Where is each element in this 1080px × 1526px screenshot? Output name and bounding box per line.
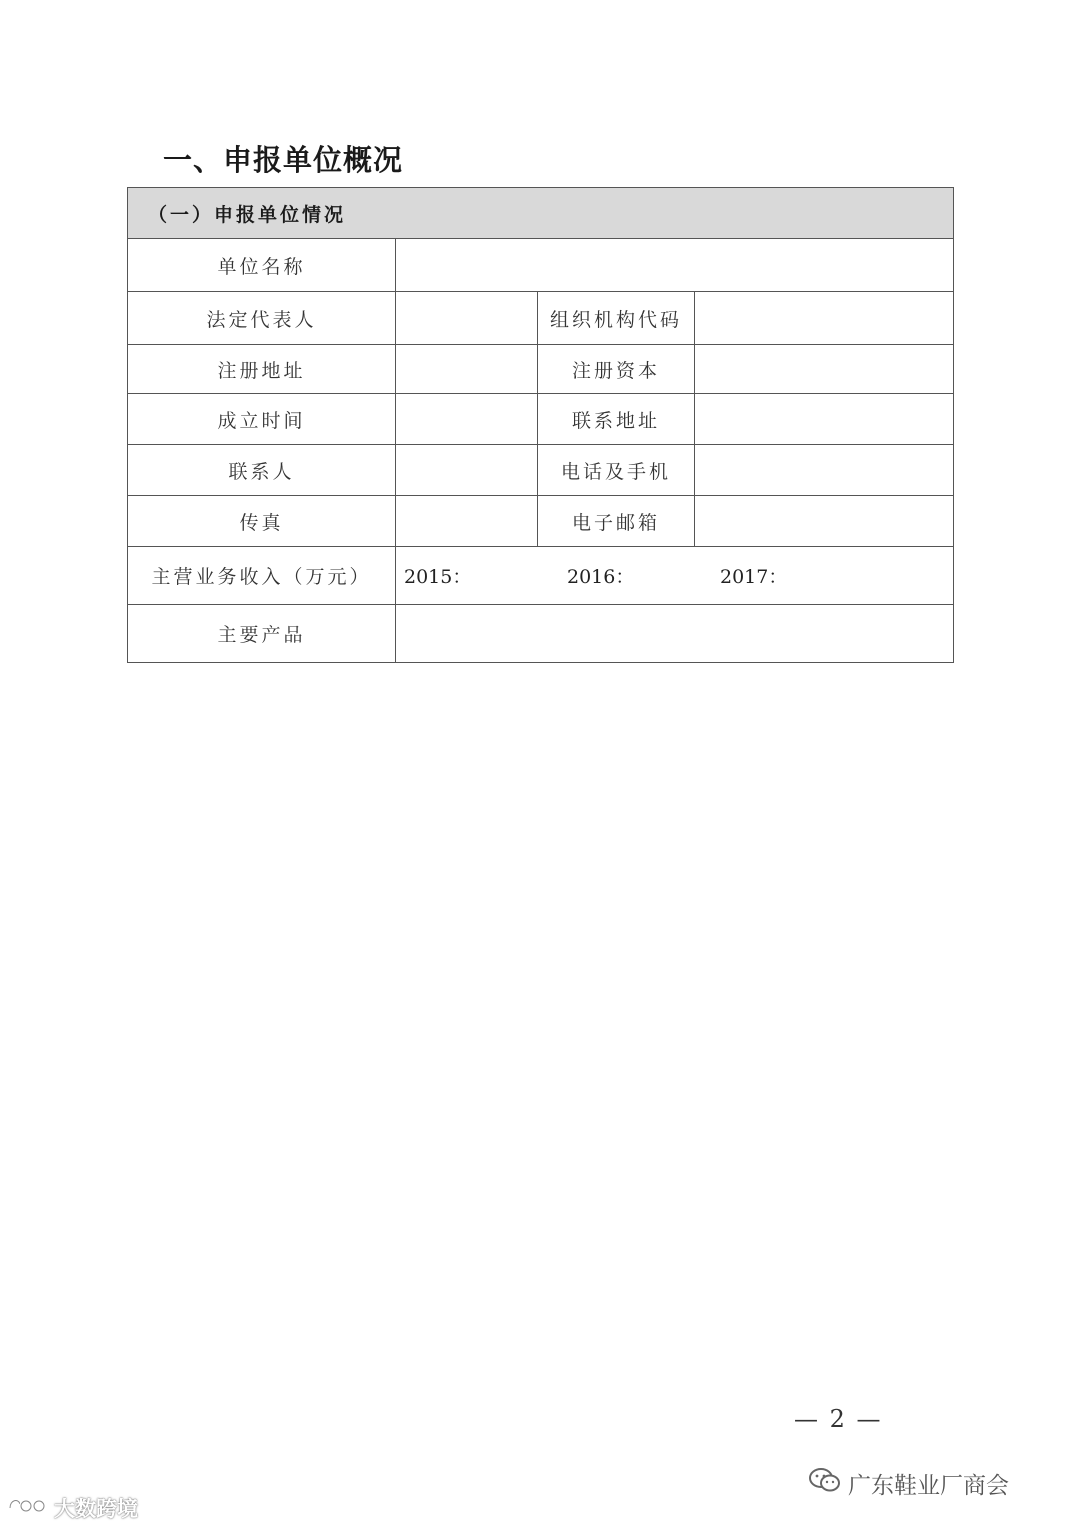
label-fax: 传真: [128, 496, 396, 547]
label-contact-person: 联系人: [128, 445, 396, 496]
watermark-logo-icon: [6, 1494, 50, 1523]
watermark-right-text: 广东鞋业厂商会: [848, 1472, 1009, 1499]
watermark-left-text: 大数跨境: [54, 1497, 138, 1521]
label-main-products: 主要产品: [128, 605, 396, 663]
label-main-revenue: 主营业务收入（万元）: [128, 547, 396, 605]
field-contact-address[interactable]: [695, 394, 954, 445]
field-main-products[interactable]: [396, 605, 954, 663]
label-legal-representative: 法定代表人: [128, 292, 396, 345]
field-unit-name[interactable]: [396, 239, 954, 292]
label-established-date: 成立时间: [128, 394, 396, 445]
field-org-code[interactable]: [695, 292, 954, 345]
wechat-icon: [808, 1466, 842, 1500]
label-email: 电子邮箱: [538, 496, 695, 547]
field-registered-address[interactable]: [396, 345, 538, 394]
revenue-year-2017: 2017：: [720, 566, 788, 588]
revenue-year-2015: 2015：: [404, 566, 472, 588]
label-contact-address: 联系地址: [538, 394, 695, 445]
field-email[interactable]: [695, 496, 954, 547]
application-form-table: [127, 187, 954, 663]
field-contact-person[interactable]: [396, 445, 538, 496]
label-registered-capital: 注册资本: [538, 345, 695, 394]
corner-watermark: [6, 1493, 138, 1523]
label-registered-address: 注册地址: [128, 345, 396, 394]
page-number: — 2 —: [794, 1405, 883, 1433]
field-established-date[interactable]: [396, 394, 538, 445]
label-phone: 电话及手机: [538, 445, 695, 496]
field-registered-capital[interactable]: [695, 345, 954, 394]
revenue-years: [396, 562, 953, 589]
wechat-watermark: [808, 1466, 1009, 1500]
revenue-year-2016: 2016：: [567, 566, 635, 588]
field-main-revenue[interactable]: [396, 547, 954, 605]
field-legal-representative[interactable]: [396, 292, 538, 345]
field-phone[interactable]: [695, 445, 954, 496]
label-org-code: 组织机构代码: [538, 292, 695, 345]
field-fax[interactable]: [396, 496, 538, 547]
label-unit-name: 单位名称: [128, 239, 396, 292]
section-title: 一、申报单位概况: [163, 143, 404, 177]
table-section-header: （一）申报单位情况: [128, 188, 954, 239]
